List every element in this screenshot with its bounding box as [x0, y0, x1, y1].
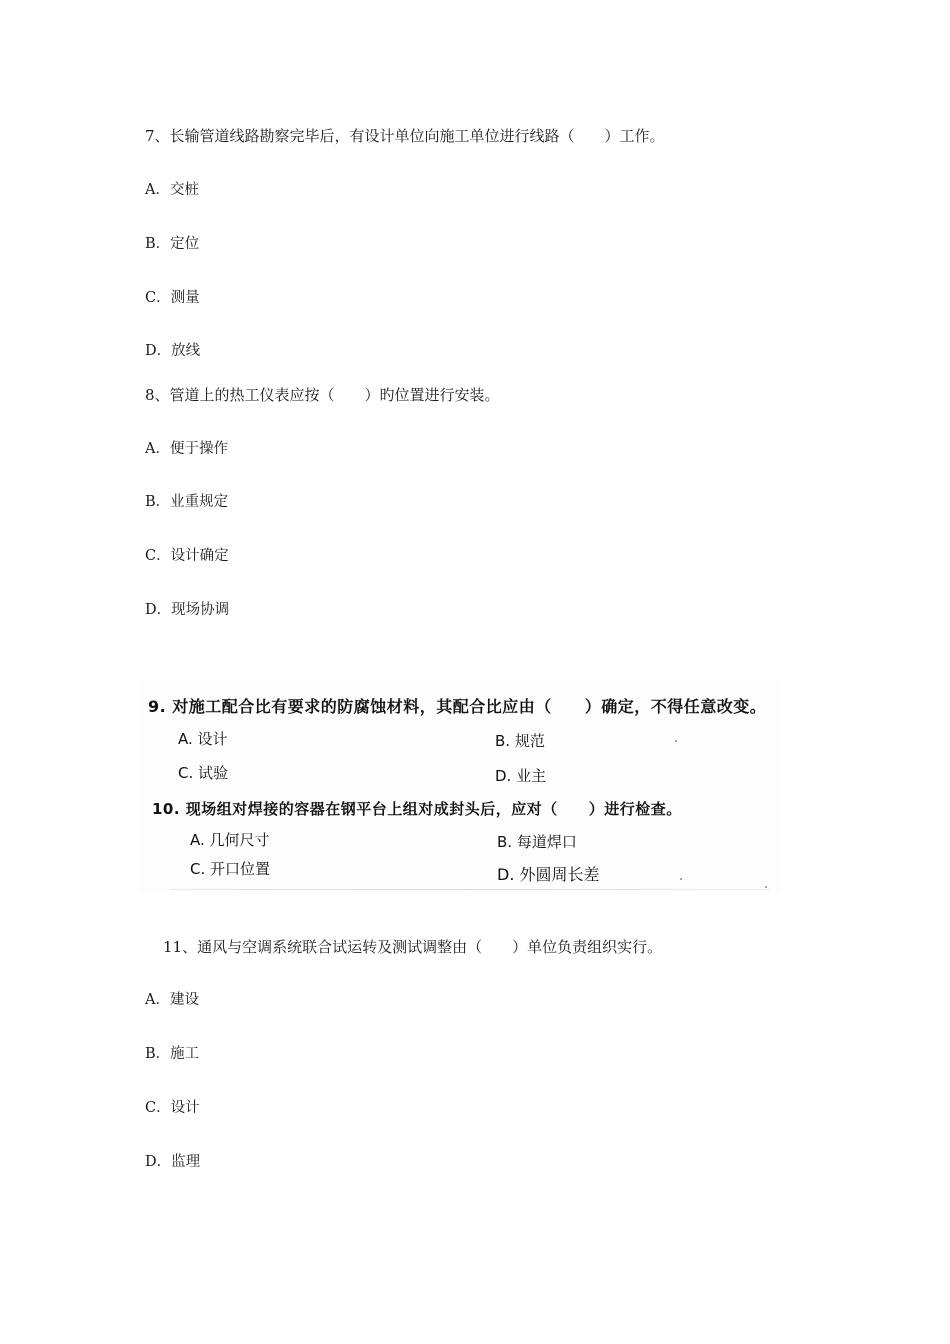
- question-7-option-d: D．放线: [145, 343, 201, 359]
- question-10-stem: 10. 现场组对焊接的容器在钢平台上组对成封头后，应对（ ）进行检查。: [152, 800, 682, 818]
- question-9-option-d: D. 业主: [495, 767, 547, 785]
- scan-speck: [680, 878, 682, 880]
- scan-speck: [675, 740, 677, 742]
- question-8-option-a: A．便于操作: [145, 441, 228, 457]
- scan-speck: [765, 886, 767, 888]
- question-10-option-a: A. 几何尺寸: [190, 831, 270, 849]
- question-10-option-b: B. 每道焊口: [497, 833, 577, 851]
- question-8-option-b: B．业重规定: [145, 494, 229, 510]
- question-8-option-d: D．现场协调: [145, 602, 230, 618]
- question-10-option-c: C. 开口位置: [190, 860, 271, 878]
- question-7-option-b: B．定位: [145, 236, 200, 252]
- question-9-stem: 9. 对施工配合比有要求的防腐蚀材料，其配合比应由（ ）确定，不得任意改变。: [148, 697, 767, 716]
- question-8-stem: 8、管道上的热工仪表应按（ ）旳位置进行安装。: [145, 386, 500, 404]
- question-11-stem: 11、通风与空调系统联合试运转及测试调整由（ ）单位负责组织实行。: [163, 938, 663, 956]
- question-11-option-a: A．建设: [145, 992, 199, 1008]
- question-7-option-a: A．交桩: [145, 182, 199, 198]
- question-9-option-b: B. 规范: [495, 732, 545, 750]
- question-8-option-c: C．设计确定: [145, 548, 229, 564]
- question-11-option-b: B．施工: [145, 1046, 200, 1062]
- question-11-option-c: C．设计: [145, 1100, 200, 1116]
- scanned-question-image: [140, 680, 780, 892]
- question-7-option-c: C．测量: [145, 290, 200, 306]
- scan-bottom-edge: [170, 889, 770, 890]
- question-10-option-d: D. 外圆周长差: [497, 865, 600, 884]
- question-9-option-a: A. 设计: [178, 730, 228, 748]
- question-7-stem: 7、长输管道线路勘察完毕后，有设计单位向施工单位进行线路（ ）工作。: [145, 127, 665, 145]
- question-9-option-c: C. 试验: [178, 764, 229, 782]
- question-11-option-d: D．监理: [145, 1154, 201, 1170]
